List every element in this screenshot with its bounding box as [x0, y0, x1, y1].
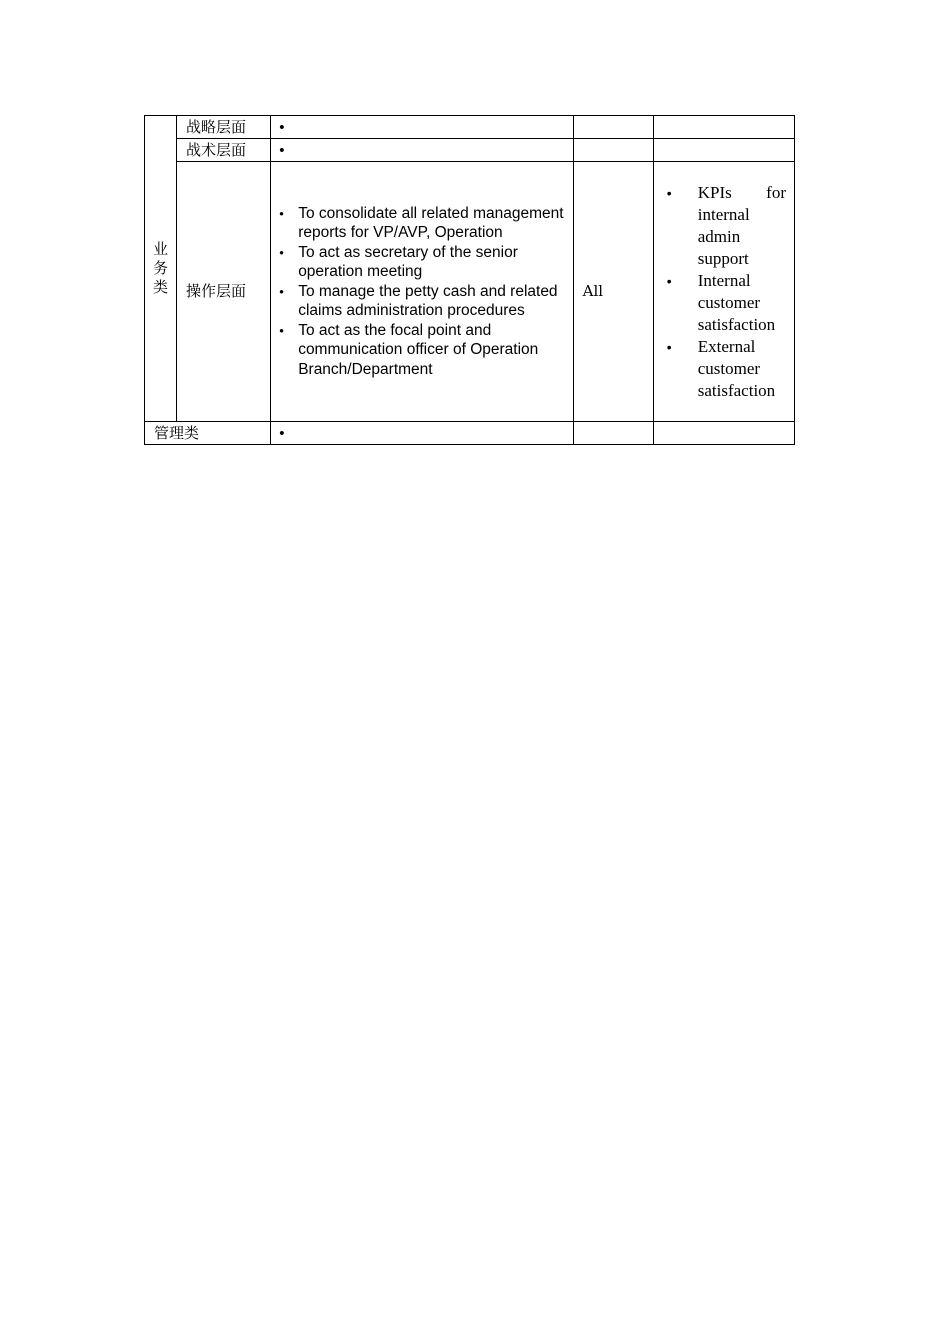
kpi-text: satisfaction [697, 380, 776, 400]
scope-cell-tactical [573, 139, 653, 162]
scope-cell-management [573, 422, 653, 445]
kpi-list [654, 182, 794, 402]
category-char: 务 [153, 259, 169, 277]
kpi-text: customer [697, 358, 761, 378]
duty-item: • To act as secretary of the senior operation meeting [279, 243, 566, 282]
responsibility-table [144, 115, 795, 445]
duty-bullet-management: • [271, 422, 573, 445]
level-operational: 操作层面 [177, 162, 271, 422]
table-row-tactical [145, 139, 795, 162]
duty-item: • To consolidate all related management reports for VP/AVP, Operation [279, 204, 566, 243]
duty-list [271, 204, 572, 380]
kpi-cell-operational [653, 162, 794, 422]
level-strategic: 战略层面 [177, 116, 271, 139]
category-char: 业 [153, 240, 169, 258]
kpi-text: customer [697, 292, 761, 312]
kpi-item [667, 270, 786, 336]
business-category-cell [145, 116, 177, 422]
level-tactical: 战术层面 [177, 139, 271, 162]
kpi-cell-strategic [653, 116, 794, 139]
kpi-text: satisfaction [697, 314, 776, 334]
management-category: 管理类 [145, 422, 271, 445]
table-row-management [145, 422, 795, 445]
kpi-item [667, 336, 786, 402]
duty-item: • To manage the petty cash and related claims administration procedures [279, 282, 566, 321]
kpi-cell-management [653, 422, 794, 445]
kpi-cell-tactical [653, 139, 794, 162]
duty-item: • To act as the focal point and communication officer of Operation Branch/Department [279, 321, 566, 380]
scope-cell-strategic [573, 116, 653, 139]
kpi-text: • External [697, 336, 756, 356]
kpi-item [667, 182, 786, 270]
category-char: 类 [153, 278, 169, 296]
table-row-operational [145, 162, 795, 422]
duties-cell-operational [271, 162, 573, 422]
duty-bullet-tactical: • [271, 139, 573, 162]
kpi-text: support [697, 248, 749, 268]
scope-cell-operational: All [573, 162, 653, 422]
kpi-text: internal [697, 204, 750, 224]
table-row-strategic [145, 116, 795, 139]
kpi-text: admin [697, 226, 741, 246]
kpi-text: • KPIs for [697, 182, 786, 202]
duty-bullet-strategic: • [271, 116, 573, 139]
kpi-text: • Internal [697, 270, 751, 290]
